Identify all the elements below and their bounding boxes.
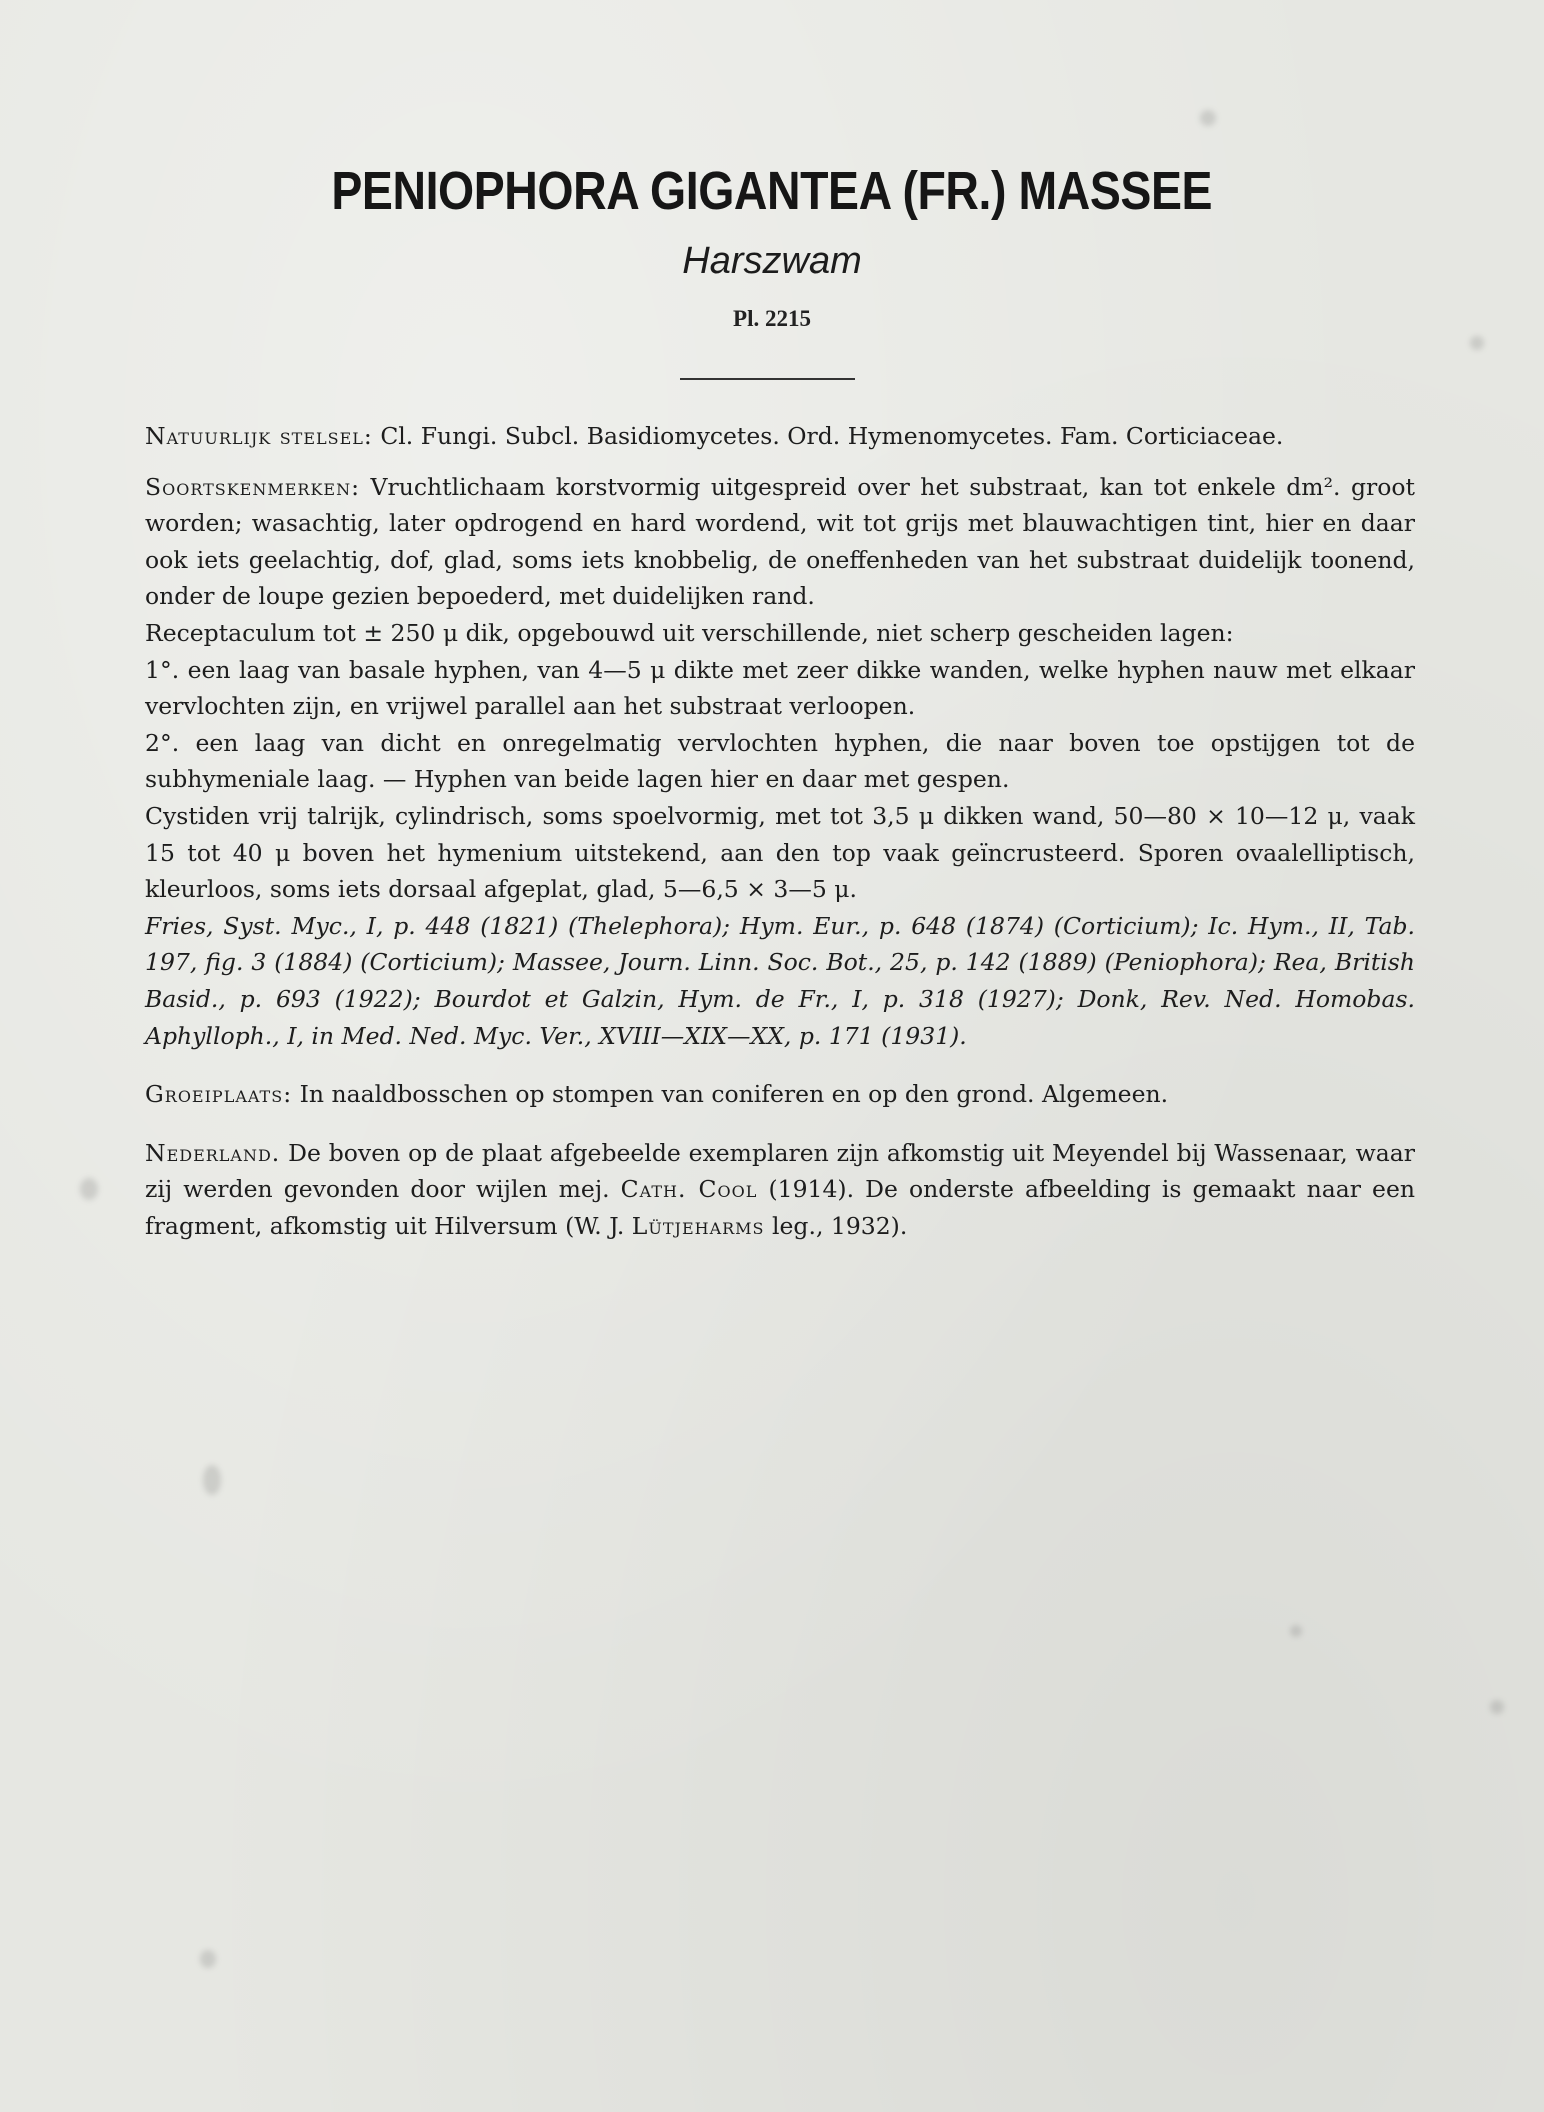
paragraph-literatuur: Fries, Syst. Myc., I, p. 448 (1821) (Thelephora); Hym. Eur., p. 648 (1874) (Corticium); Ic. Hym., II, Tab. 197, fig. 3 (1884) (Corticium); Massee, Journ. Linn. Soc. Bot., 25, p. 142 (1889) (Peniophora); Rea, British Basid., p. 693 (1922); Bourdot et Galzin, Hym. de Fr., I, p. 318 (1927); Donk, Rev. Ned. Homobas. Aphylloph., I, in Med. Ned. Myc. Ver., XVIII—XIX—XX, p. 171 (1931).: [145, 911, 1415, 1050]
paper-spot: [1200, 110, 1216, 126]
paragraph-cystiden: Cystiden vrij talrijk, cylindrisch, soms spoelvormig, met tot 3,5 μ dikken wand, 50—80 × 10—12 μ, vaak 15 tot 40 μ boven het hymenium uitstekend, aan den top vaak geïncrusteerd. Sporen ovaalelliptisch, kleurloos, soms iets dorsaal afgeplat, glad, 5—6,5 × 3—5 μ.: [145, 801, 1415, 904]
label-nederland: Nederland.: [145, 1138, 281, 1167]
label-groeiplaats: Groeiplaats:: [145, 1080, 293, 1109]
paper-spot: [200, 1950, 216, 1968]
paragraph-stelsel: [145, 418, 1415, 455]
paper-spot: [1490, 1700, 1504, 1714]
paper-spot: [1470, 336, 1484, 350]
name-lutjeharms: Lütjeharms: [631, 1211, 765, 1240]
text-nederland-2: (1914). De onderste afbeelding is gemaakt naar een fragment, afkomstig uit Hilversum (W. J.: [145, 1175, 1415, 1240]
label-kenmerken: Soortskenmerken:: [145, 472, 361, 501]
text-groeiplaats: In naaldbosschen op stompen van coniferen en op den grond. Algemeen.: [292, 1080, 1169, 1109]
name-cath-cool: Cath. Cool: [620, 1175, 758, 1204]
divider: [680, 378, 855, 380]
text-nederland-3: leg., 1932).: [764, 1211, 908, 1240]
paragraph-laag-1: 1°. een laag van basale hyphen, van 4—5 μ dikte met zeer dikke wanden, welke hyphen nauw met elkaar vervlochten zijn, en vrijwel parallel aan het substraat verloopen.: [145, 655, 1415, 721]
page-title: PENIOPHORA GIGANTEA (FR.) MASSEE: [331, 161, 1213, 221]
paragraph-laag-2: 2°. een laag van dicht en onregelmatig vervlochten hyphen, die naar boven toe opstijgen tot de subhymeniale laag. — Hyphen van beide lagen hier en daar met gespen.: [145, 728, 1415, 794]
text-kenmerken: Vruchtlichaam korstvormig uitgespreid over het substraat, kan tot enkele dm². groot worden; wasachtig, later opdrogend en hard wordend, wit tot grijs met blauwachtigen tint, hier en daar ook iets geelachtig, dof, glad, soms iets knobbelig, de oneffenheden van het substraat duidelijk toonend, onder de loupe gezien bepoederd, met duidelijken rand.: [145, 472, 1415, 611]
paper-spot: [80, 1178, 98, 1200]
paragraph-nederland: [145, 1135, 1415, 1245]
document-body: [145, 418, 1415, 1244]
text-nederland-1: De boven op de plaat afgebeelde exemplaren zijn afkomstig uit Meyendel bij Wassenaar, waar zij werden gevonden door wijlen mej.: [145, 1138, 1415, 1204]
paper-spot: [203, 1465, 221, 1495]
paper-spot: [1290, 1625, 1302, 1637]
paragraph-groeiplaats: [145, 1076, 1415, 1113]
common-name: Harszwam: [682, 240, 862, 282]
plate-number: Pl. 2215: [733, 306, 811, 331]
paragraph-receptaculum: Receptaculum tot ± 250 μ dik, opgebouwd uit verschillende, niet scherp gescheiden lagen:: [145, 618, 1234, 647]
label-stelsel: Natuurlijk stelsel:: [145, 422, 373, 450]
paragraph-kenmerken: [145, 469, 1415, 615]
text-stelsel: Cl. Fungi. Subcl. Basidiomycetes. Ord. Hymenomycetes. Fam. Corticiaceae.: [372, 422, 1284, 450]
